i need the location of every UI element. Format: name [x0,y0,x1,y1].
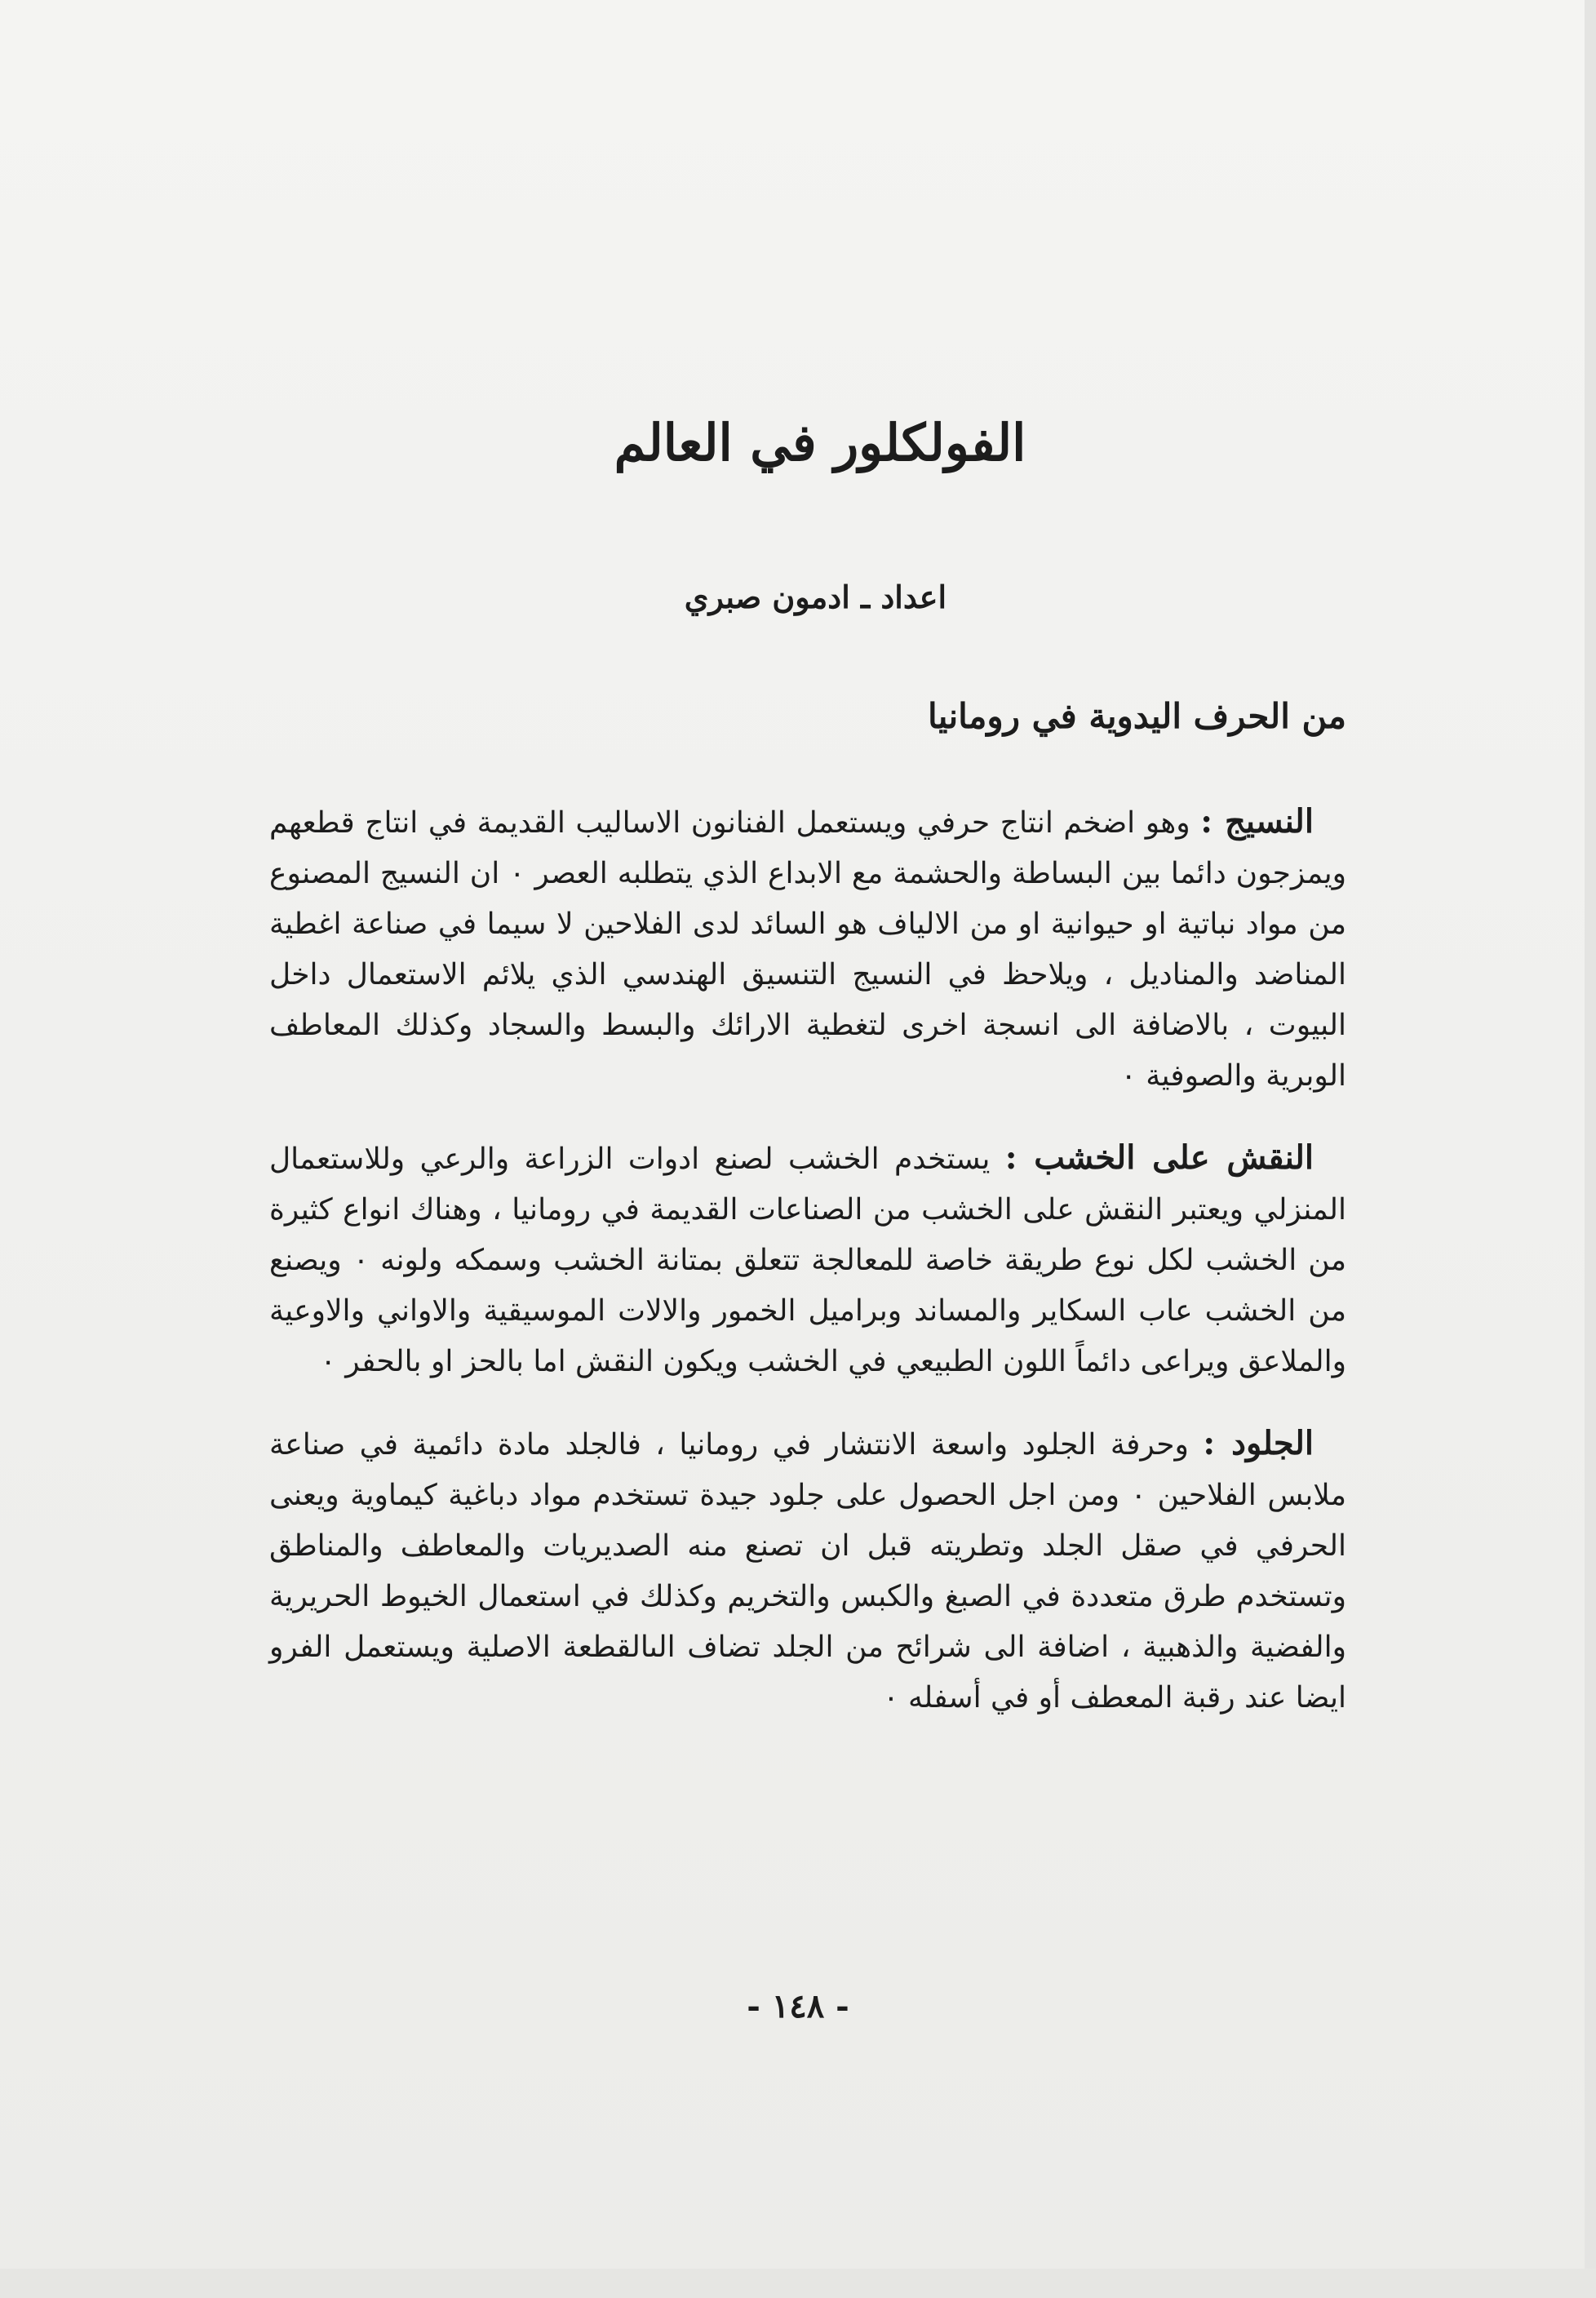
section-heading: من الحرف اليدوية في رومانيا [927,696,1346,737]
paragraph-text-leather: وحرفة الجلود واسعة الانتشار في رومانيا ، فالجلد مادة دائمية في صناعة ملابس الفلاحين ٠ ومن اجل الحصول على جلود جيدة تستخدم مواد دباغية كيماوية ويعنى الحرفي في صقل الجلد وتطريته قبل ان تصنع منه الصديريات والمعاطف والمناطق وتستخدم طرق متعددة في الصبغ والكبس والتخريم وكذلك في استعمال الخيوط الحريرية والفضية والذهبية ، اضافة الى شرائح من الجلد تضاف الىالقطعة الاصلية ويستعمل الفرو ايضا عند رقبة المعطف أو في أسفله ٠ [269,1427,1346,1715]
paragraph-text-wood-carving: يستخدم الخشب لصنع ادوات الزراعة والرعي وللاستعمال المنزلي ويعتبر النقش على الخشب من الصناعات القديمة في رومانيا ، وهناك انواع كثيرة من الخشب لكل نوع طريقة خاصة للمعالجة تتعلق بمتانة الخشب وسمكه ولونه ٠ ويصنع من الخشب عاب السكاير والمساند وبراميل الخمور والالات الموسيقية والاواني والاوعية والملاعق ويراعى دائماً اللون الطبيعي في الخشب ويكون النقش اما بالحز او بالحفر ٠ [269,1142,1346,1378]
paragraph-text-textiles: وهو اضخم انتاج حرفي ويستعمل الفنانون الاساليب القديمة في انتاج قطعهم ويمزجون دائما بين البساطة والحشمة مع الابداع الذي يتطلبه العصر ٠ ان النسيج المصنوع من مواد نباتية او حيوانية او من الالياف هو السائد لدى الفلاحين لا سيما في صناعة اغطية المناضد والمناديل ، ويلاحظ في النسيج التنسيق الهندسي الذي يلائم الاستعمال داخل البيوت ، بالاضافة الى انسجة اخرى لتغطية الارائك والبسط والسجاد وكذلك المعاطف الوبرية والصوفية ٠ [269,805,1347,1093]
page-number: - ١٤٨ - [747,1987,849,2025]
paragraph-term-leather: الجلود : [1203,1423,1314,1462]
paragraph-term-textiles: النسيج : [1200,801,1314,841]
page-edge-right [1585,0,1596,2298]
page-title: الفولكلور في العالم [614,413,1026,472]
paragraph-wood-carving [269,1133,1346,1387]
paragraph-leather [269,1418,1346,1724]
page-edge-bottom [0,2269,1596,2298]
paragraph-term-wood-carving: النقش على الخشب : [1004,1138,1314,1177]
paragraph-textiles [269,796,1346,1102]
article-body [269,408,1346,1755]
author-byline: اعداد ـ ادمون صبري [684,578,947,615]
